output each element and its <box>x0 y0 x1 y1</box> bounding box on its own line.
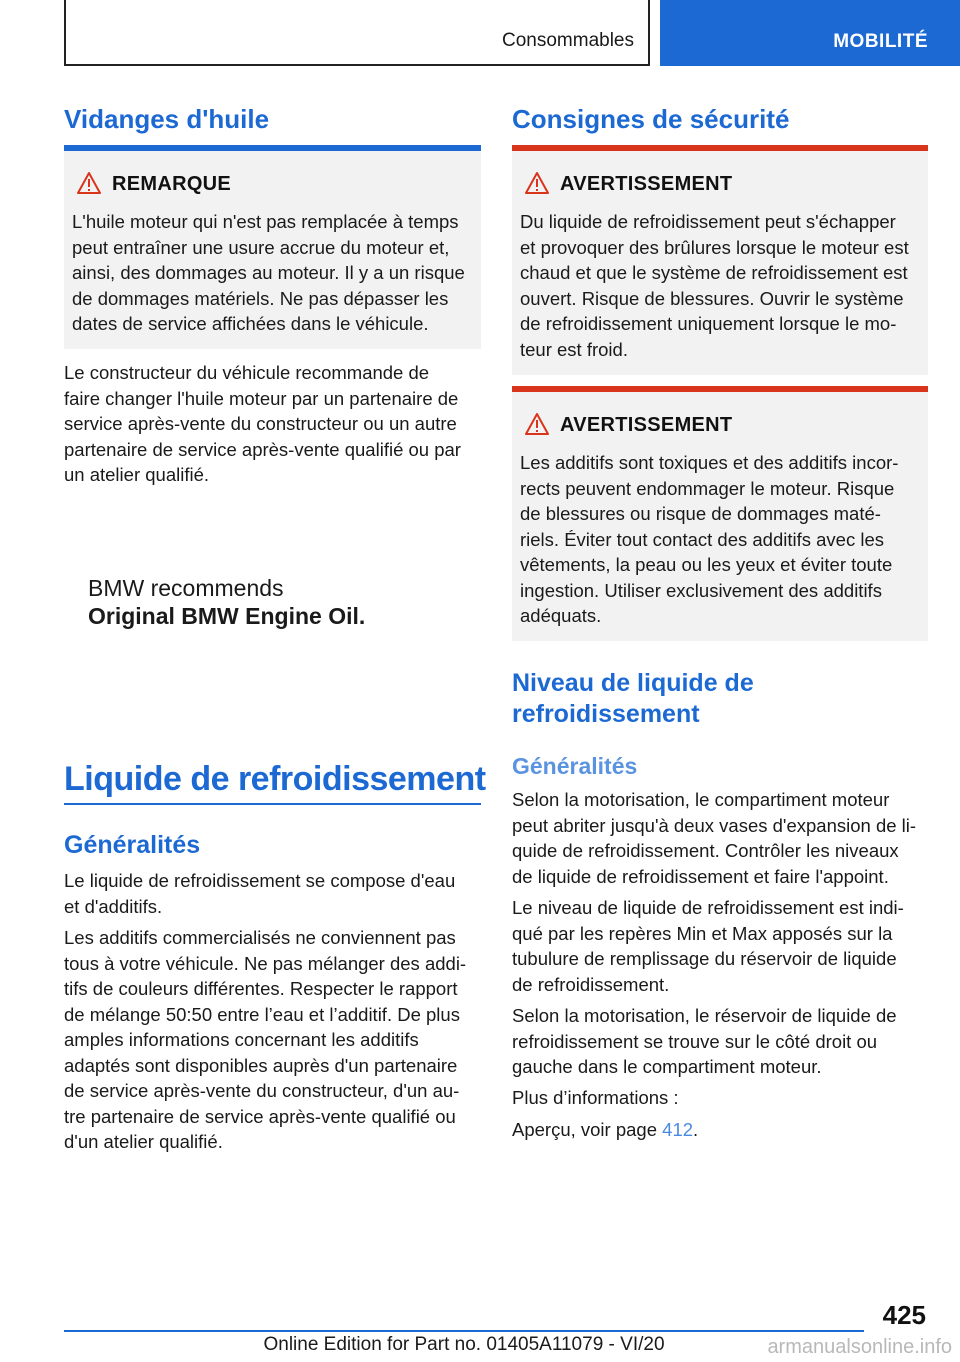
warning-box-1 <box>512 145 928 375</box>
level-p4: Plus d’informations : <box>512 1087 679 1108</box>
safety-heading: Consignes de sécurité <box>512 104 790 134</box>
warning-triangle-icon <box>524 412 550 436</box>
header-chapter-tab <box>660 0 960 66</box>
warning-1-text: Du liquide de refroidissement peut s'échapper et provoquer des brûlures lorsque le moteur est chaud et que le système de refroidissement est ouvert. Risque de blessures. Ouvrir le système de refroidissement uniquement lorsque le mo- teur est froid. <box>520 211 909 360</box>
footer-rule <box>64 1330 864 1332</box>
page-link-412[interactable]: 412 <box>662 1119 694 1140</box>
header-section-label: Consommables <box>502 30 634 51</box>
bmw-oil-promo <box>88 574 365 630</box>
watermark: armanualsonline.info <box>767 1336 952 1358</box>
page-number: 425 <box>882 1300 926 1330</box>
left-general-heading: Généralités <box>64 831 201 859</box>
warning-2-text: Les additifs sont toxiques et des additifs incor- rects peuvent endommager le moteur. Risque de blessures ou risque de dommages maté- riels. Éviter tout contact des additifs avec les vêtements, la peau ou les yeux et éviter toute ingestion. Utiliser exclusivement des additifs adéquats. <box>520 452 899 626</box>
header-section-tab <box>64 0 650 66</box>
promo-line-2: Original BMW Engine Oil. <box>88 603 366 629</box>
coolant-general-p2: Les additifs commercialisés ne conviennent pas tous à votre véhicule. Ne pas mélanger des addi- tifs de couleurs différentes. Respecter le rapport de mélange 50:50 entre l’eau et l’additif. De plus amples informations concernant les additifs adaptés sont disponibles auprès d'un partenaire de service après-vente du constructeur, d'un au- tre partenaire de service après-vente qualifié ou d'un atelier qualifié. <box>64 927 467 1152</box>
note-title: REMARQUE <box>112 173 232 195</box>
warning-1-title: AVERTISSEMENT <box>560 173 733 195</box>
coolant-heading: Liquide de refroidissement <box>64 760 486 798</box>
level-p2: Le niveau de liquide de refroidissement est indi- qué par les repères Min et Max apposés sur la tubulure de remplissage du réservoir de liquide de refroidissement. <box>512 897 904 995</box>
note-text: L'huile moteur qui n'est pas remplacée à temps peut entraîner une usure accrue du moteur et, ainsi, des dommages au moteur. Il y a un risque de dommages matériels. Ne pas dépasser les dates de service affichées dans le véhicule. <box>72 211 465 334</box>
header-chapter-label: MOBILITÉ <box>833 31 928 52</box>
coolant-level-heading: Niveau de liquide de refroidissement <box>512 669 754 728</box>
warning-box-2 <box>512 386 928 641</box>
oil-paragraph: Le constructeur du véhicule recommande de faire changer l'huile moteur par un partenaire de service après-vente du constructeur ou un autre partenaire de service après-vente qualifié ou par un atelier qualifié. <box>64 362 461 485</box>
coolant-general-p1: Le liquide de refroidissement se compose d'eau et d'additifs. <box>64 870 456 917</box>
right-general-heading: Généralités <box>512 753 638 779</box>
warning-triangle-icon <box>524 171 550 195</box>
warning-2-title: AVERTISSEMENT <box>560 414 733 436</box>
warning-triangle-icon <box>76 171 102 195</box>
coolant-heading-rule <box>64 803 481 805</box>
overview-reference: Aperçu, voir page 412. <box>512 1119 699 1140</box>
level-p3: Selon la motorisation, le réservoir de liquide de refroidissement se trouve sur le côté droit ou gauche dans le compartiment moteur. <box>512 1005 897 1077</box>
footer-edition: Online Edition for Part no. 01405A11079 - VI/20 <box>263 1334 665 1355</box>
note-box <box>64 145 481 349</box>
level-p1: Selon la motorisation, le compartiment moteur peut abriter jusqu'à deux vases d'expansion de li- quide de refroidissement. Contrôler les niveaux de liquide de refroidissement et faire l'appoint. <box>512 789 917 887</box>
promo-line-1: BMW recommends <box>88 575 284 601</box>
oil-change-heading: Vidanges d'huile <box>64 104 270 134</box>
